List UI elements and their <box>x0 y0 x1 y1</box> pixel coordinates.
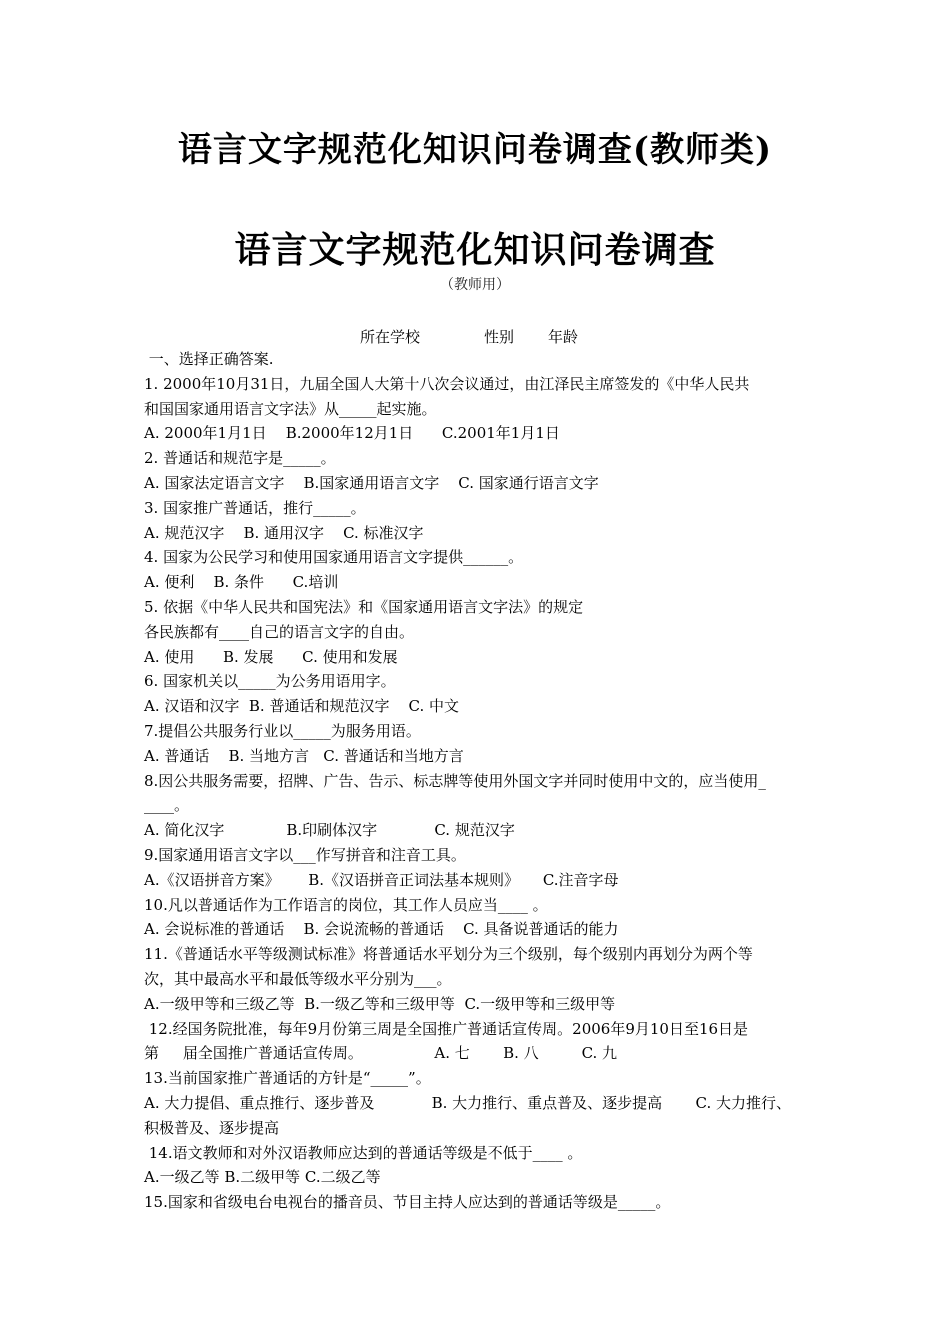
text-line: 一、选择正确答案. <box>144 350 274 368</box>
document-title: 语言文字规范化知识问卷调查(教师类) <box>177 130 773 170</box>
text-line: 10.凡以普通话作为工作语言的岗位，其工作人员应当____ 。 <box>144 895 548 914</box>
survey-heading: 语言文字规范化知识问卷调查 <box>234 229 716 271</box>
text-line: 9.国家通用语言文字以___作写拼音和注音工具。 <box>144 845 466 864</box>
respondent-info <box>360 326 578 347</box>
text-line: A. 国家法定语言文字 B.国家通用语言文字 C. 国家通行语言文字 <box>144 473 599 492</box>
text-line: 各民族都有____自己的语言文字的自由。 <box>144 622 415 641</box>
text-line: 7.提倡公共服务行业以_____为服务用语。 <box>144 721 421 740</box>
text-line: A.一级甲等和三级乙等 B.一级乙等和三级甲等 C.一级甲等和三级甲等 <box>144 994 616 1013</box>
text-line: 11.《普通话水平等级测试标准》将普通话水平划分为三个级别，每个级别内再划分为两个等 <box>144 945 753 964</box>
text-line: A. 普通话 B. 当地方言 C. 普通话和当地方言 <box>144 746 464 765</box>
text-line: 8.因公共服务需要，招牌、广告、告示、标志牌等使用外国文字并同时使用中文的，应当使用_ <box>144 771 766 790</box>
text-line: A. 简化汉字 B.印刷体汉字 C. 规范汉字 <box>144 821 515 840</box>
survey-subtitle: （教师用） <box>440 277 510 293</box>
text-line: 1. 2000年10月31日，九届全国人大第十八次会议通过，由江泽民主席签发的《中华人民共 <box>144 374 750 393</box>
text-line: ____。 <box>144 796 190 815</box>
text-line: 4. 国家为公民学习和使用国家通用语言文字提供______。 <box>144 548 524 567</box>
gender-label: 性别 <box>484 328 515 346</box>
school-label: 所在学校 <box>360 328 421 346</box>
text-line: 6. 国家机关以_____为公务用语用字。 <box>144 672 396 691</box>
text-line: 第 届全国推广普通话宣传周。 A. 七 B. 八 C. 九 <box>144 1044 618 1063</box>
text-line: 和国国家通用语言文字法》从_____起实施。 <box>144 399 437 418</box>
age-label: 年龄 <box>548 328 579 346</box>
text-line: A. 2000年1月1日 B.2000年12月1日 C.2001年1月1日 <box>144 424 560 443</box>
text-line: 3. 国家推广普通话，推行_____。 <box>144 498 366 517</box>
text-line: 积极普及、逐步提高 <box>144 1118 280 1137</box>
text-line: A. 汉语和汉字 B. 普通话和规范汉字 C. 中文 <box>144 697 460 716</box>
text-line: A. 便利 B. 条件 C.培训 <box>144 573 339 592</box>
question-list <box>144 347 814 1215</box>
text-line: A. 规范汉字 B. 通用汉字 C. 标准汉字 <box>144 523 424 542</box>
text-line: A.《汉语拼音方案》 B.《汉语拼音正词法基本规则》 C.注音字母 <box>144 870 619 889</box>
text-line: A. 大力提倡、重点推行、逐步普及 B. 大力推行、重点普及、逐步提高 C. 大力推行、 <box>144 1093 792 1112</box>
text-line: A. 使用 B. 发展 C. 使用和发展 <box>144 647 398 666</box>
text-line: A. 会说标准的普通话 B. 会说流畅的普通话 C. 具备说普通话的能力 <box>144 920 619 939</box>
text-line: 14.语文教师和对外汉语教师应达到的普通话等级是不低于____ 。 <box>144 1143 583 1162</box>
text-line: 次，其中最高水平和最低等级水平分别为___。 <box>144 969 452 988</box>
text-line: A.一级乙等 B.二级甲等 C.二级乙等 <box>144 1168 381 1187</box>
text-line: 2. 普通话和规范字是_____。 <box>144 449 336 468</box>
text-line: 5. 依据《中华人民共和国宪法》和《国家通用语言文字法》的规定 <box>144 597 584 616</box>
text-line: 13.当前国家推广普通话的方针是“_____”。 <box>144 1069 431 1088</box>
text-line: 12.经国务院批准，每年9月份第三周是全国推广普通话宣传周。2006年9月10日至16日是 <box>144 1019 749 1038</box>
text-line: 15.国家和省级电台电视台的播音员、节目主持人应达到的普通话等级是_____。 <box>144 1193 671 1212</box>
